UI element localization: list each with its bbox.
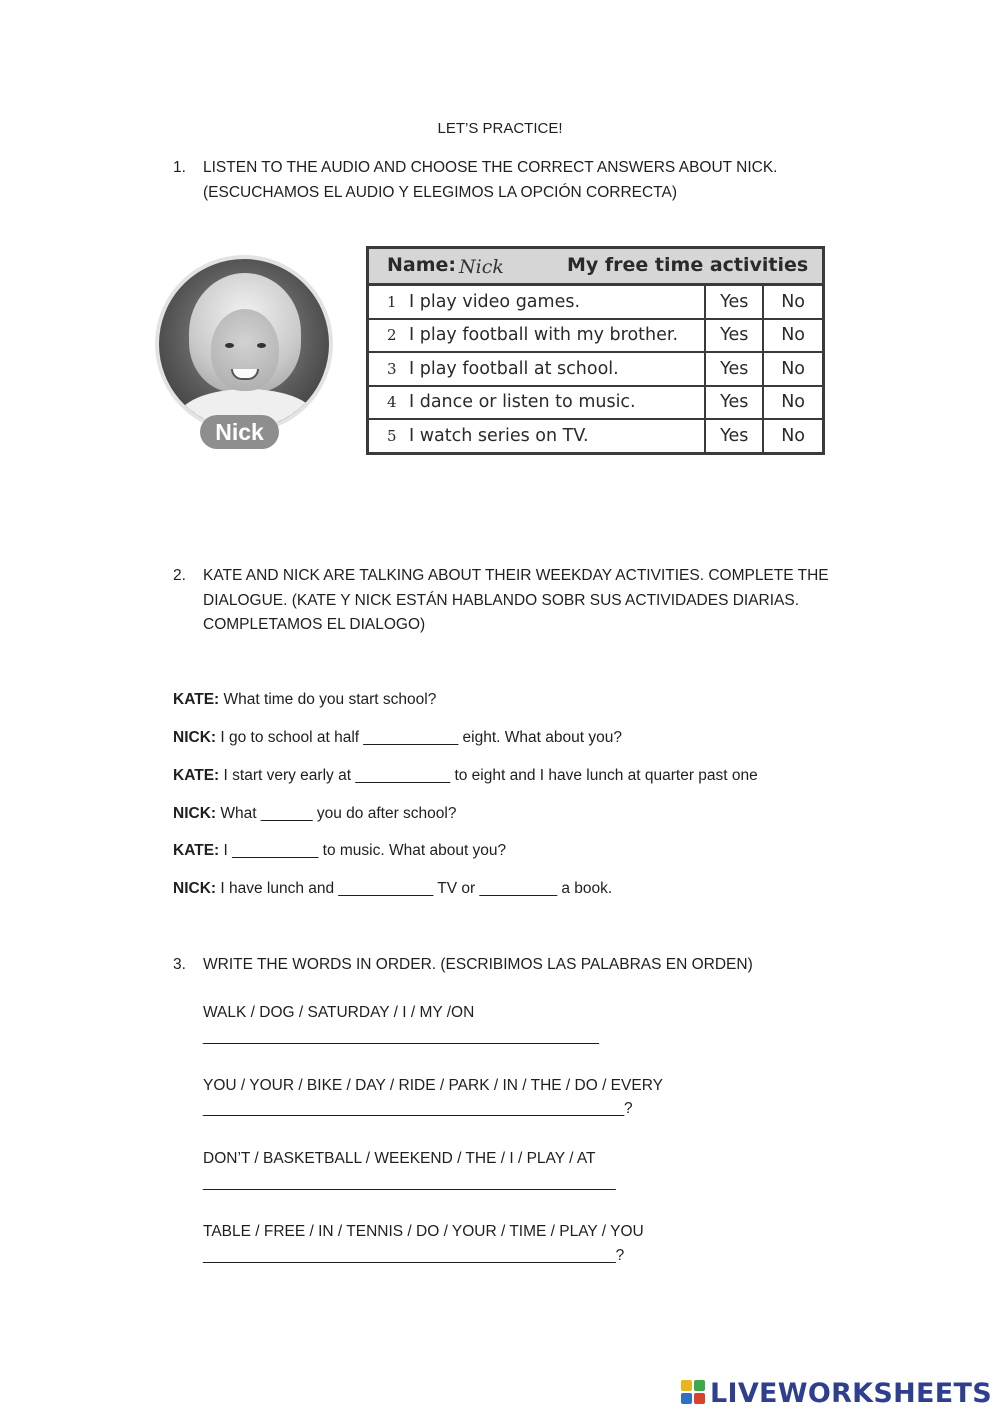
table-row	[368, 285, 824, 319]
word-order-prompt: WALK / DOG / SATURDAY / I / MY /ON	[203, 1004, 475, 1021]
row-number: 4	[387, 393, 397, 412]
activity-text: I play video games.	[409, 291, 581, 312]
yes-option[interactable]: Yes	[705, 386, 763, 420]
activity-text: I play football at school.	[409, 358, 619, 379]
row-number: 1	[387, 292, 397, 311]
dialogue-text[interactable]: I __________ to music. What about you?	[223, 842, 507, 859]
word-order-prompt: TABLE / FREE / IN / TENNIS / DO / YOUR / TIME / PLAY / YOU	[203, 1223, 644, 1240]
dialogue-line	[173, 842, 506, 860]
brand-name: LIVEWORKSHEETS	[709, 1377, 992, 1409]
activities-table	[366, 246, 825, 455]
dialogue-text: What time do you start school?	[223, 691, 437, 708]
activity-text: I watch series on TV.	[409, 425, 589, 446]
table-header-row	[368, 248, 824, 285]
page-title: LET’S PRACTICE!	[437, 120, 563, 137]
q2-line3: COMPLETAMOS EL DIALOGO)	[203, 616, 426, 633]
q2-number: 2.	[173, 567, 186, 584]
table-row	[368, 352, 824, 386]
speaker: KATE:	[173, 691, 220, 708]
table-heading: My free time activities	[567, 254, 809, 276]
dialogue-line	[173, 691, 436, 709]
row-number: 2	[387, 326, 397, 345]
nick-photo	[155, 255, 337, 455]
dialogue-text[interactable]: I go to school at half ___________ eight. What about you?	[220, 729, 622, 746]
dialogue-line	[173, 805, 456, 823]
table-row	[368, 319, 824, 353]
q3-instructions: WRITE THE WORDS IN ORDER. (ESCRIBIMOS LAS PALABRAS EN ORDEN)	[203, 956, 753, 973]
dialogue-text[interactable]: I have lunch and ___________ TV or _________ a book.	[220, 880, 613, 897]
name-badge: Nick	[200, 415, 279, 449]
q1-instructions	[203, 156, 843, 205]
q2-instructions	[203, 564, 843, 638]
dialogue-text[interactable]: What ______ you do after school?	[220, 805, 457, 822]
q1-number: 1.	[173, 159, 186, 176]
activity-text: I play football with my brother.	[409, 325, 679, 346]
dialogue-line	[173, 767, 758, 785]
yes-option[interactable]: Yes	[705, 352, 763, 386]
answer-line[interactable]: _________________________________________________	[203, 1174, 616, 1191]
speaker: KATE:	[173, 767, 220, 784]
answer-line[interactable]: __________________________________________________?	[203, 1100, 633, 1117]
photo-circle	[155, 255, 333, 433]
q1-line2: (ESCUCHAMOS EL AUDIO Y ELEGIMOS LA OPCIÓN CORRECTA)	[203, 183, 677, 201]
dialogue-line	[173, 880, 612, 898]
table-header	[368, 248, 824, 285]
table-row	[368, 386, 824, 420]
q3-number: 3.	[173, 956, 186, 973]
dialogue-text[interactable]: I start very early at ___________ to eight and I have lunch at quarter past one	[223, 767, 758, 784]
speaker: NICK:	[173, 805, 217, 822]
table-row	[368, 419, 824, 453]
answer-line[interactable]: _________________________________________________?	[203, 1247, 625, 1264]
q1-line1: LISTEN TO THE AUDIO AND CHOOSE THE CORRECT ANSWERS ABOUT NICK.	[203, 159, 778, 176]
speaker: KATE:	[173, 842, 220, 859]
activity-text: I dance or listen to music.	[409, 392, 636, 413]
no-option[interactable]: No	[763, 319, 823, 353]
dialogue-line	[173, 729, 622, 747]
yes-option[interactable]: Yes	[705, 285, 763, 319]
answer-line[interactable]: _______________________________________________	[203, 1028, 599, 1045]
q2-line2: DIALOGUE. (KATE Y NICK ESTÁN HABLANDO SOBR SUS ACTIVIDADES DIARIAS.	[203, 591, 800, 609]
word-order-prompt: YOU / YOUR / BIKE / DAY / RIDE / PARK / IN / THE / DO / EVERY	[203, 1077, 663, 1094]
no-option[interactable]: No	[763, 285, 823, 319]
yes-option[interactable]: Yes	[705, 319, 763, 353]
no-option[interactable]: No	[763, 352, 823, 386]
q2-line1: KATE AND NICK ARE TALKING ABOUT THEIR WEEKDAY ACTIVITIES. COMPLETE THE	[203, 567, 829, 584]
speaker: NICK:	[173, 880, 217, 897]
no-option[interactable]: No	[763, 386, 823, 420]
logo-icon	[681, 1380, 707, 1406]
word-order-prompt: DON’T / BASKETBALL / WEEKEND / THE / I / PLAY / AT	[203, 1150, 596, 1167]
no-option[interactable]: No	[763, 419, 823, 453]
name-value: Nick	[459, 256, 504, 278]
row-number: 5	[387, 426, 397, 445]
speaker: NICK:	[173, 729, 217, 746]
name-label: Name:	[387, 254, 457, 276]
row-number: 3	[387, 359, 397, 378]
yes-option[interactable]: Yes	[705, 419, 763, 453]
liveworksheets-logo[interactable]	[681, 1376, 992, 1410]
